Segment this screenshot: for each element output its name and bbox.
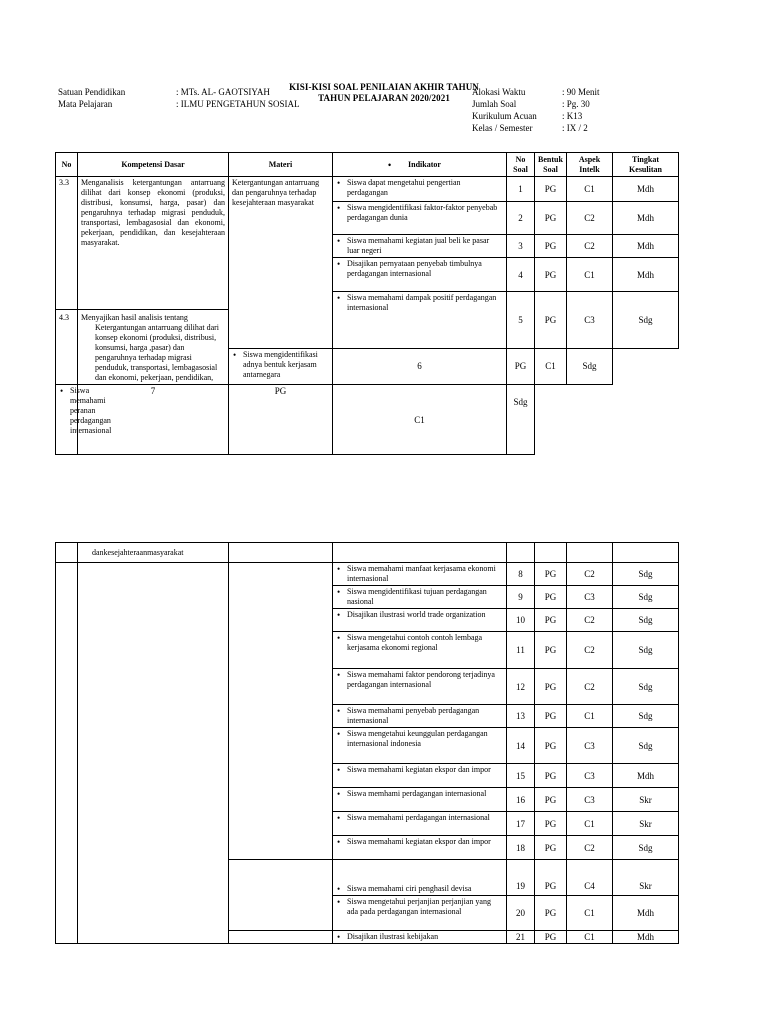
indikator-text: • Siswa mengetahui perjanjian perjanjian yang ada pada perdagangan internasional — [347, 897, 503, 917]
bentuk-soal: PG — [535, 258, 567, 292]
aspek-intelk: C4 — [567, 860, 613, 896]
aspek-intelk: C2 — [567, 609, 613, 632]
no-soal: 7 — [78, 385, 229, 455]
aspek-intelk: C3 — [567, 728, 613, 764]
kd-continuation: dankesejahteraanmasyarakat — [78, 543, 229, 563]
empty-materi-cell — [229, 543, 333, 563]
meta-value: : ILMU PENGETAHUN SOSIAL — [176, 99, 300, 109]
table-row — [56, 385, 679, 455]
empty-no-cell — [56, 563, 78, 944]
tingkat-kesulitan: Sdg — [567, 348, 613, 384]
indikator-cell — [333, 860, 507, 896]
bentuk-soal: PG — [535, 235, 567, 258]
tingkat-kesulitan: Skr — [613, 788, 679, 812]
aspek-intelk: C3 — [567, 292, 613, 349]
aspek-intelk: C1 — [567, 896, 613, 931]
meta-left-values — [176, 86, 300, 110]
col-header-bentuk: Bentuk Soal — [535, 153, 567, 177]
tingkat-kesulitan: Sdg — [613, 563, 679, 586]
indikator-text: • Siswa memahami manfaat kerjasama ekonomi internasional — [347, 564, 503, 584]
tingkat-kesulitan: Mdh — [613, 177, 679, 202]
meta-right-values — [562, 86, 600, 134]
aspek-intelk: C1 — [567, 258, 613, 292]
no-soal: 11 — [507, 632, 535, 669]
kd-text: Menganalisis ketergantungan antarruang dilihat dari konsep ekonomi (produksi, distribusi, konsumsi, harga, pasar) dan pengaruhnya terhadap migrasi penduduk, transportasi, lembagasosial dan ekonomi, pekerjaan, pendidikan, dan kesejahteraan masyarakat. — [78, 177, 229, 310]
indikator-cell — [333, 586, 507, 609]
kd-text-2-lead: Menyajikan hasil analisis tentang — [81, 313, 188, 322]
meta-right-labels — [472, 86, 537, 134]
col-header-no-soal: No Soal — [507, 153, 535, 177]
no-soal: 14 — [507, 728, 535, 764]
table-row-continuation — [56, 543, 679, 563]
materi-text: Ketergantungan antarruang dan pengaruhnya terhadap kesejahteraan masyarakat — [229, 177, 333, 349]
empty-cell — [535, 543, 567, 563]
bentuk-soal: PG — [535, 836, 567, 860]
aspek-intelk: C3 — [567, 764, 613, 788]
aspek-intelk: C1 — [567, 931, 613, 944]
indikator-cell — [333, 202, 507, 235]
aspek-intelk: C1 — [567, 812, 613, 836]
kd-number: 3.3 — [56, 177, 78, 310]
col-header-materi: Materi — [229, 153, 333, 177]
tingkat-kesulitan: Sdg — [613, 728, 679, 764]
aspek-intelk: C2 — [567, 563, 613, 586]
indikator-cell — [333, 669, 507, 705]
meta-label: Kurikulum Acuan — [472, 111, 537, 121]
indikator-text: • Siswa memhami perdagangan internasional — [347, 789, 503, 799]
bentuk-soal: PG — [535, 931, 567, 944]
bentuk-soal: PG — [535, 728, 567, 764]
col-header-kd: Kompetensi Dasar — [78, 153, 229, 177]
indikator-cell — [333, 896, 507, 931]
indikator-text: • Disajikan pernyataan penyebab timbulnya perdagangan internasional — [347, 259, 503, 279]
indikator-text: • Siswa memahami penyebab perdagangan internasional — [347, 706, 503, 726]
tingkat-kesulitan: Skr — [613, 860, 679, 896]
table-row — [56, 177, 679, 202]
indikator-text: • Siswa memahami peranan perdagangan internasional — [70, 386, 74, 436]
indikator-cell — [333, 931, 507, 944]
indikator-text: • Siswa mengetahui contoh contoh lembaga kerjasama ekonomi regional — [347, 633, 503, 653]
meta-label: Jumlah Soal — [472, 99, 517, 109]
no-soal: 9 — [507, 586, 535, 609]
tingkat-kesulitan: Sdg — [613, 836, 679, 860]
document-title: KISI-KISI SOAL PENILAIAN AKHIR TAHUN — [289, 82, 479, 92]
aspek-intelk: C2 — [567, 669, 613, 705]
indikator-text: • Siswa mengidentifikasi adnya bentuk kerjasam antarnegara — [243, 350, 329, 380]
empty-materi-cell — [229, 860, 333, 931]
no-soal: 15 — [507, 764, 535, 788]
indikator-cell — [333, 563, 507, 586]
no-soal: 19 — [507, 860, 535, 896]
meta-value: : 90 Menit — [562, 87, 600, 97]
indikator-text: • Siswa memahami dampak positif perdagangan internasional — [347, 293, 503, 313]
kd-text-2 — [78, 310, 229, 385]
meta-value: : Pg. 30 — [562, 99, 590, 109]
no-soal: 18 — [507, 836, 535, 860]
tingkat-kesulitan: Skr — [613, 812, 679, 836]
meta-label: Satuan Pendidikan — [58, 87, 126, 97]
tingkat-kesulitan: Sdg — [613, 632, 679, 669]
indikator-cell — [333, 764, 507, 788]
indikator-text: • Siswa memahami perdagangan internasional — [347, 813, 503, 823]
meta-left-labels — [58, 86, 125, 110]
indikator-cell — [229, 348, 333, 384]
bentuk-soal: PG — [535, 563, 567, 586]
indikator-text: • Siswa memahami kegiatan ekspor dan impor — [347, 837, 503, 847]
kisi-kisi-table-page1 — [55, 152, 679, 455]
tingkat-kesulitan: Mdh — [613, 931, 679, 944]
bentuk-soal: PG — [535, 788, 567, 812]
bentuk-soal: PG — [535, 860, 567, 896]
indikator-text: • Siswa memahami kegiatan ekspor dan impor — [347, 765, 503, 775]
indikator-cell — [333, 292, 507, 349]
empty-cell — [507, 543, 535, 563]
document-subtitle: TAHUN PELAJARAN 2020/2021 — [318, 93, 450, 103]
no-soal: 8 — [507, 563, 535, 586]
meta-value: : MTs. AL- GAOTSIYAH — [176, 87, 270, 97]
kisi-kisi-table-page2 — [55, 542, 679, 944]
tingkat-kesulitan: Sdg — [613, 705, 679, 728]
tingkat-kesulitan: Sdg — [613, 609, 679, 632]
tingkat-kesulitan: Sdg — [507, 385, 535, 455]
aspek-intelk: C1 — [333, 385, 507, 455]
indikator-text: • Siswa mengidentifikasi faktor-faktor penyebab perdagangan dunia — [347, 203, 503, 223]
tingkat-kesulitan: Sdg — [613, 292, 679, 349]
bentuk-soal: PG — [535, 896, 567, 931]
indikator-text: • Siswa memahami kegiatan jual beli ke pasar luar negeri — [347, 236, 503, 256]
empty-cell — [567, 543, 613, 563]
no-soal: 6 — [333, 348, 507, 384]
col-header-indikator — [333, 153, 507, 177]
tingkat-kesulitan: Mdh — [613, 202, 679, 235]
bentuk-soal: PG — [535, 764, 567, 788]
no-soal: 2 — [507, 202, 535, 235]
meta-label: Mata Pelajaran — [58, 99, 113, 109]
indikator-cell — [333, 836, 507, 860]
aspek-intelk: C3 — [567, 586, 613, 609]
bentuk-soal: PG — [535, 705, 567, 728]
indikator-text: • Siswa mengetahui keunggulan perdagangan internasional indonesia — [347, 729, 503, 749]
aspek-intelk: C1 — [535, 348, 567, 384]
empty-materi-cell — [229, 931, 333, 944]
tingkat-kesulitan: Mdh — [613, 258, 679, 292]
table-header-row — [56, 153, 679, 177]
col-header-indikator-label: Indikator — [408, 159, 441, 169]
col-header-no: No — [56, 153, 78, 177]
bentuk-soal: PG — [535, 669, 567, 705]
meta-value: : IX / 2 — [562, 123, 588, 133]
tingkat-kesulitan: Sdg — [613, 669, 679, 705]
indikator-text: • Siswa dapat mengetahui pengertian perdagangan — [347, 178, 503, 198]
no-soal: 13 — [507, 705, 535, 728]
indikator-cell — [333, 705, 507, 728]
indikator-text: • Siswa memahami faktor pendorong terjadinya perdagangan internasional — [347, 670, 503, 690]
indikator-cell — [333, 609, 507, 632]
aspek-intelk: C3 — [567, 788, 613, 812]
meta-value: : K13 — [562, 111, 583, 121]
no-soal: 4 — [507, 258, 535, 292]
bentuk-soal: PG — [535, 292, 567, 349]
meta-label: Alokasi Waktu — [472, 87, 526, 97]
indikator-text: • Disajikan ilustrasi world trade organization — [347, 610, 503, 620]
kd-text-2-body: Ketergantungan antarruang dilihat dari konsep ekonomi (produksi, distribusi, konsumsi, harga ,pasar) dan pengaruhnya terhadap migrasi penduduk, transportasi, lembagasosial dan ekonomi, pekerjaan, pendidikan, — [95, 323, 220, 382]
aspek-intelk: C1 — [567, 705, 613, 728]
bentuk-soal: PG — [535, 609, 567, 632]
no-soal: 20 — [507, 896, 535, 931]
empty-kd-cell — [78, 563, 229, 944]
tingkat-kesulitan: Mdh — [613, 235, 679, 258]
aspek-intelk: C2 — [567, 632, 613, 669]
bentuk-soal: PG — [535, 202, 567, 235]
no-soal: 12 — [507, 669, 535, 705]
indikator-cell — [333, 235, 507, 258]
no-soal: 16 — [507, 788, 535, 812]
bentuk-soal: PG — [535, 177, 567, 202]
empty-cell — [333, 543, 507, 563]
no-soal: 3 — [507, 235, 535, 258]
empty-cell — [613, 543, 679, 563]
indikator-cell — [333, 788, 507, 812]
kd-number: 4.3 — [56, 310, 78, 385]
indikator-cell — [333, 812, 507, 836]
indikator-cell — [56, 385, 112, 455]
meta-label: Kelas / Semester — [472, 123, 533, 133]
aspek-intelk: C2 — [567, 836, 613, 860]
indikator-text: • Siswa mengidentifikasi tujuan perdagangan nasional — [347, 587, 503, 607]
no-soal: 1 — [507, 177, 535, 202]
bentuk-soal: PG — [229, 385, 333, 455]
table-row — [56, 563, 679, 586]
tingkat-kesulitan: Sdg — [613, 586, 679, 609]
indikator-text: • Siswa memahami ciri penghasil devisa — [347, 884, 503, 894]
tingkat-kesulitan: Mdh — [613, 764, 679, 788]
indikator-text: • Disajikan ilustrasi kebijakan — [347, 932, 503, 942]
empty-no-cell — [56, 543, 78, 563]
indikator-cell — [333, 632, 507, 669]
empty-materi-cell — [229, 563, 333, 860]
bentuk-soal: PG — [535, 812, 567, 836]
no-soal: 21 — [507, 931, 535, 944]
col-header-aspek: Aspek Intelk — [567, 153, 613, 177]
indikator-cell — [333, 728, 507, 764]
no-soal: 10 — [507, 609, 535, 632]
bentuk-soal: PG — [507, 348, 535, 384]
bentuk-soal: PG — [535, 632, 567, 669]
tingkat-kesulitan: Mdh — [613, 896, 679, 931]
aspek-intelk: C2 — [567, 235, 613, 258]
indikator-cell — [333, 258, 507, 292]
bentuk-soal: PG — [535, 586, 567, 609]
aspek-intelk: C2 — [567, 202, 613, 235]
col-header-tingkat: Tingkat Kesulitan — [613, 153, 679, 177]
aspek-intelk: C1 — [567, 177, 613, 202]
no-soal: 17 — [507, 812, 535, 836]
no-soal: 5 — [507, 292, 535, 349]
indikator-cell — [333, 177, 507, 202]
